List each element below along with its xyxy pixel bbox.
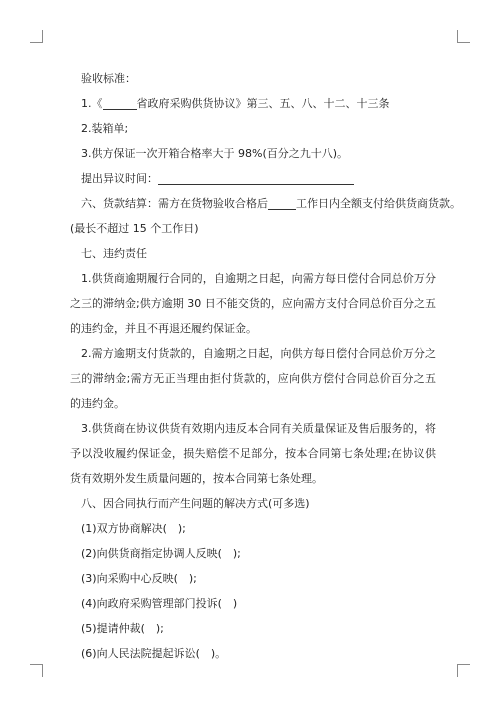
province-blank[interactable] [103,95,137,110]
workdays-blank[interactable] [268,195,296,210]
acceptance-title: 验收标准： [81,72,136,85]
section-6-line [70,191,461,216]
section-7-paragraph-1: 1.供货商逾期履行合同的，自逾期之日起，向需方每日偿付合同总价万分之三的滞纳金;供方逾期 30 日不能交货的，应向需方支付合同总价百分之五的违约金，并且不再退还履约保证金。 [70,272,436,335]
section-6-note: (最长不超过 15 个工作日) [70,222,199,235]
item1-prefix: 1.《 [81,97,103,110]
objection-label: 提出异议时间： [81,172,158,185]
document-body [70,66,461,666]
objection-time-blank[interactable] [158,170,354,185]
crop-mark-top-right [457,30,470,43]
acceptance-item-1 [70,91,436,116]
section-7-paragraph-2: 2.需方逾期支付货款的，自逾期之日起，向供方每日偿付合同总价万分之三的滞纳金;需方无正当理由拒付货款的，应向供方偿付合同总价百分之五的违约金。 [70,347,436,410]
sec6-prefix: 六、货款结算：需方在货物验收合格后 [81,197,268,210]
crop-mark-bottom-left [30,664,43,677]
option-6: (6)向人民法院提起诉讼( )。 [81,647,227,660]
option-5: (5)提请仲裁( ); [81,622,164,635]
objection-line [70,166,436,191]
acceptance-item-2: 2.装箱单; [81,122,129,135]
option-4: (4)向政府采购管理部门投诉( ) [81,597,238,610]
crop-mark-top-left [30,30,43,43]
item1-suffix: 省政府采购供货协议》第三、五、八、十二、十三条 [136,97,390,110]
section-7-title: 七、违约责任 [81,247,147,260]
section-8-title: 八、因合同执行而产生问题的解决方式(可多选) [81,497,310,510]
section-7-paragraph-3: 3.供货商在协议供货有效期内违反本合同有关质量保证及售后服务的，将予以没收履约保证金，损失赔偿不足部分，按本合同第七条处理;在协议供货有效期外发生质量问题的，按本合同第七条处理。 [70,422,436,485]
option-1: (1)双方协商解决( ); [81,522,186,535]
option-3: (3)向采购中心反映( ); [81,572,197,585]
sec6-suffix: 工作日内全额支付给供货商货款。 [296,197,461,210]
acceptance-item-3: 3.供方保证一次开箱合格率大于 98%(百分之九十八)。 [81,147,349,160]
crop-mark-bottom-right [457,664,470,677]
option-2: (2)向供货商指定协调人反映( ); [81,547,241,560]
